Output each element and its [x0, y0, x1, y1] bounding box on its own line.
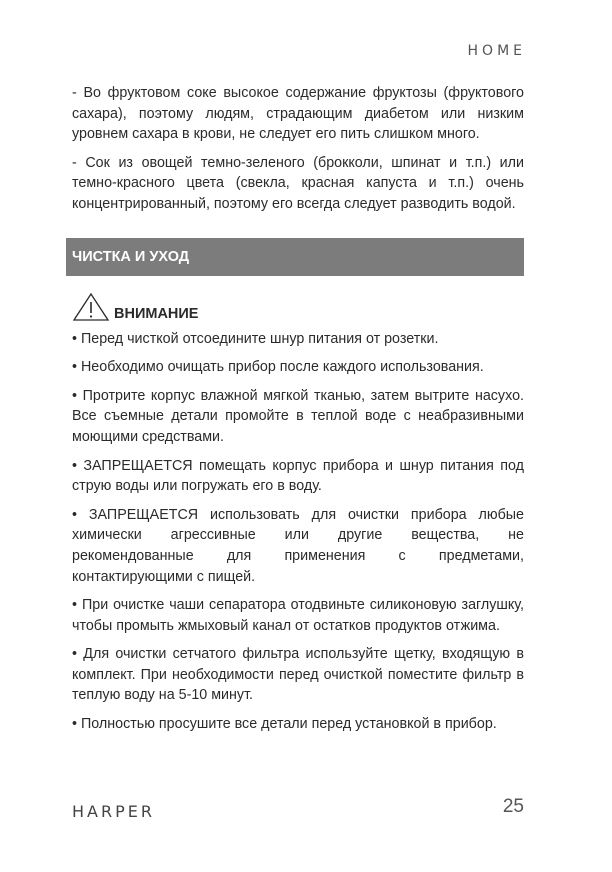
- section-title: ЧИСТКА И УХОД: [72, 248, 190, 265]
- page-content: [72, 83, 524, 743]
- warning-label: ВНИМАНИЕ: [114, 305, 199, 322]
- intro-paragraph-fructose: - Во фруктовом соке высокое содержание фруктозы (фруктового сахара), поэтому людям, страдающим диабетом или низким уровнем сахара в крови, не следует его пить слишком много.: [72, 85, 524, 143]
- bullet-item: • Протрите корпус влажной мягкой тканью, затем вытрите насухо. Все съемные детали промойте в теплой воде с неабразивными моющими средствами.: [72, 387, 524, 445]
- bullet-item: • ЗАПРЕЩАЕТСЯ использовать для очистки прибора любые химически агрессивные или другие вещества, не рекомендованные для применения с предметами, контактирующими с пищей.: [72, 506, 524, 585]
- bullet-item: • Полностью просушите все детали перед установкой в прибор.: [72, 716, 497, 733]
- brand-logo: HARPER: [72, 802, 155, 821]
- warning-heading: [72, 292, 524, 322]
- home-logo: HOME: [467, 43, 526, 59]
- bullet-item: • Перед чисткой отсоедините шнур питания от розетки.: [72, 330, 439, 347]
- page-number: 25: [502, 796, 524, 817]
- bullet-item: • Для очистки сетчатого фильтра используйте щетку, входящую в комплект. При необходимости перед очисткой поместите фильтр в теплую воду на 5-10 минут.: [72, 646, 524, 704]
- cleaning-bullet-list: [72, 329, 524, 735]
- bullet-item: • При очистке чаши сепаратора отодвиньте силиконовую заглушку, чтобы промыть жмыховый канал от остатков продуктов отжима.: [72, 597, 524, 634]
- intro-paragraph-vegetables: - Сок из овощей темно-зеленого (брокколи, шпинат и т.п.) или темно-красного цвета (свекла, красная капуста и т.п.) очень концентрированный, поэтому его всегда следует разводить водой.: [72, 154, 524, 212]
- warning-triangle-icon: [72, 292, 110, 322]
- section-heading-bar: [66, 238, 524, 276]
- bullet-item: • Необходимо очищать прибор после каждого использования.: [72, 359, 484, 376]
- bullet-item: • ЗАПРЕЩАЕТСЯ помещать корпус прибора и шнур питания под струю воды или погружать его в воду.: [72, 457, 524, 495]
